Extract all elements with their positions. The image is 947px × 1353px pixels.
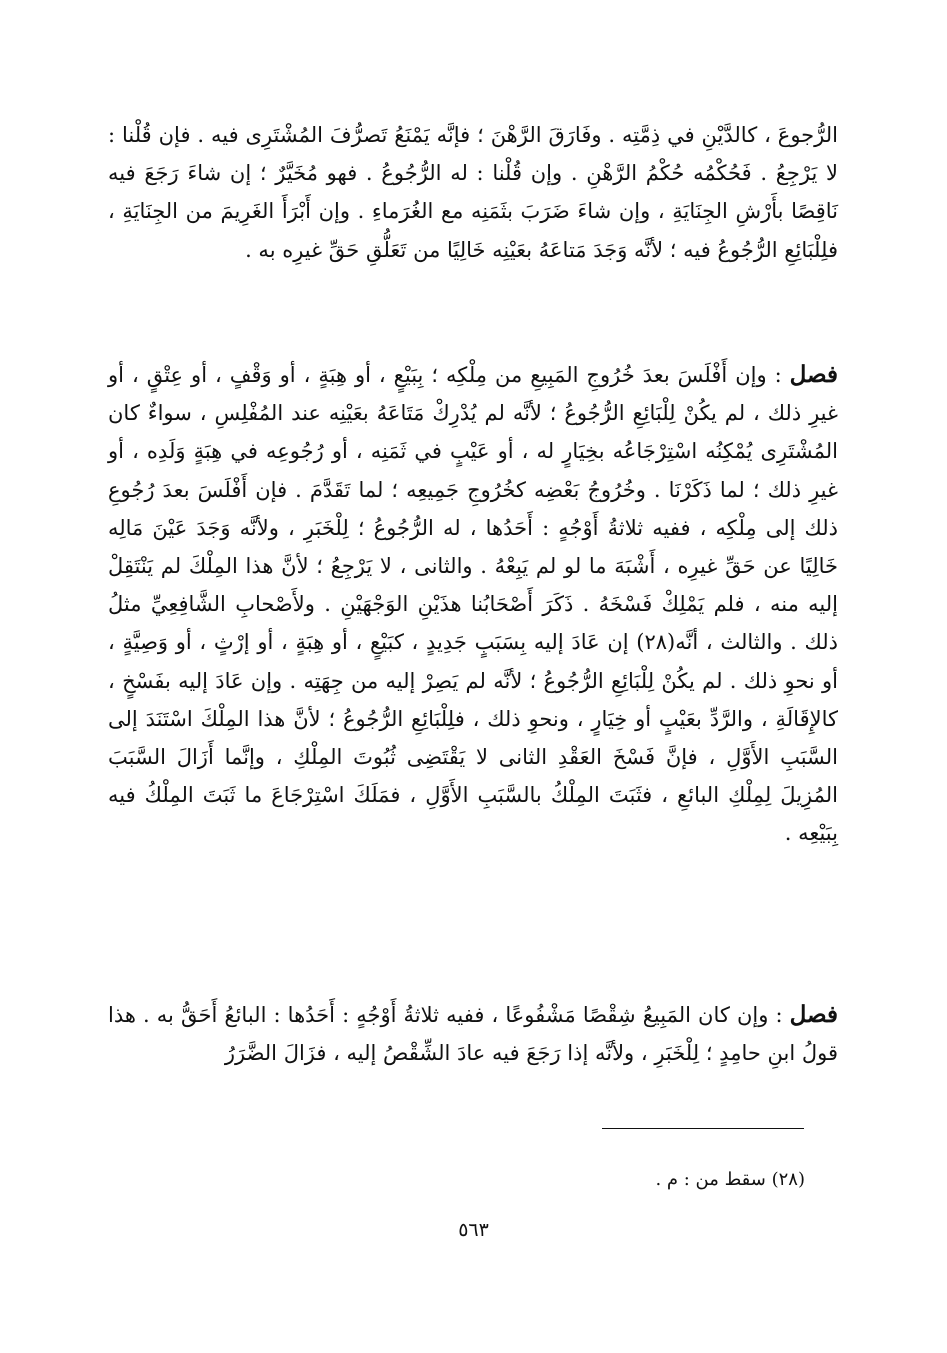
paragraph-text: الرُّجوعَ ، كالدَّيْنِ في ذِمَّتِه . وفَارَقَ الرَّهْنَ ؛ فإنَّه يَمْنَعُ تَصرُّفَ المُشْتَرِى فيه . فإن قُلْنا : لا يَرْجِعُ . فَحُكْمُه حُكْمُ الرَّهْنِ . وإن قُلْنا : له الرُّجُوعُ . فهو مُخَيَّرٌ ؛ إن شاءَ رَجَعَ فيه نَاقِصًا بأَرْشِ الجِنَايَةِ ، وإن شاءَ ضَرَبَ بثَمَنِه مع الغُرَماءِ . وإن أَبْرَأَ الغَرِيمَ من الجِنَايَةِ ، فلِلْبَائِعِ الرُّجُوعُ فيه ؛ لأنَّه وَجَدَ مَتاعَهُ بعَيْنِه خَالِيًا من تَعَلُّقِ حَقِّ غيرِه به . bbox=[108, 123, 838, 262]
section-label: فصل bbox=[789, 1001, 838, 1028]
page-number: ٥٦٣ bbox=[458, 1219, 489, 1241]
section-paragraph bbox=[108, 356, 838, 853]
paragraph-continuation bbox=[108, 116, 838, 269]
section-label: فصل bbox=[789, 361, 838, 388]
section-paragraph bbox=[108, 996, 838, 1072]
footnote: (٢٨) سقط من : م . bbox=[655, 1169, 805, 1190]
paragraph-text: : وإن كان المَبِيعُ شِقْصًا مَشْفُوعًا ، ففيه ثلاثةُ أَوْجُهٍ : أَحَدُها : البائعُ أَحَقُّ به . هذا قولُ ابنِ حامِدٍ ؛ لِلْخَبَرِ ، ولأنَّه إذا رَجَعَ فيه عادَ الشِّقْصُ إليه ، فزَالَ الضَّرَرُ bbox=[108, 1003, 838, 1066]
paragraph-text: : وإن أَفْلَسَ بعدَ خُرُوجِ المَبِيعِ من مِلْكِه ؛ بِبَيْعٍ ، أو هِبَةٍ ، أو وَقْفٍ ، أو عِتْقٍ ، أو غيرِ ذلك ، لم يكُنْ لِلْبَائِعِ الرُّجُوعُ ؛ لأنَّه لم يُدْرِكْ مَتَاعَهُ بعَيْنِه عند المُفْلِسِ ، سواءٌ كان المُشْتَرِى يُمْكِنُه اسْتِرْجَاعُه بخِيَارٍ له ، أو عَيْبٍ في ثَمَنِه ، أو رُجُوعِه في هِبَةٍ وَلَدِه ، أو غيرِ ذلك ؛ لما ذَكَرْنَا . وخُرُوجُ بَعْضِه كخُرُوجِ جَمِيعِه ؛ لما تَقَدَّمَ . فإن أَفْلَسَ بعدَ رُجُوعِ ذلك إلى مِلْكِه ، ففيه ثلاثةُ أَوْجُهٍ : أَحَدُها ، له الرُّجُوعُ ؛ لِلْخَبَرِ ، ولأنَّه وَجَدَ عَيْنَ مَالِه خَالِيًا عن حَقِّ غيرِه ، أَشْبَهَ ما لو لم يَبِعْهُ . والثانى ، لا يَرْجِعُ ؛ لأنَّ هذا المِلْكَ لم يَنْتَقِلْ إليه منه ، فلم يَمْلِكْ فَسْخَهُ . ذَكَرَ أَصْحَابُنا هذَيْنِ الوَجْهَيْنِ . ولأَصْحابِ الشَّافِعِيِّ مثلُ ذلك . والثالث ، أنَّه(٢٨) إن عَادَ إليه بِسَبَبٍ جَدِيدٍ ، كبَيْعٍ ، أو هِبَةٍ ، أو إرْثٍ ، أو وَصِيَّةٍ ، أو نحوِ ذلك . لم يكُنْ لِلْبَائِعِ الرُّجُوعُ ؛ لأنَّه لم يَصِرْ إليه من جِهَتِه . وإن عَادَ إليه بفَسْخٍ ، كالإِقَالَةِ ، والرَّدِّ بعَيْبٍ أو خِيَارٍ ، ونحوِ ذلك ، فلِلْبَائِعِ الرُّجُوعُ ؛ لأنَّ هذا المِلْكَ اسْتَنَدَ إلى السَّبَبِ الأَوَّلِ ، فإنَّ فَسْخَ العَقْدِ الثانى لا يَقْتَضِى ثُبُوتَ المِلْكِ ، وإنَّما أَزَالَ السَّبَبَ المُزِيلَ لِمِلْكِ البائعِ ، فثَبَتَ المِلْكُ بالسَّبَبِ الأَوَّلِ ، فمَلَكَ اسْتِرْجَاعَ ما ثَبَتَ المِلْكُ فيه بِبَيْعِه . bbox=[108, 363, 838, 846]
footnote-separator bbox=[602, 1128, 804, 1129]
paragraph-body bbox=[108, 356, 838, 853]
paragraph-body bbox=[108, 996, 838, 1072]
